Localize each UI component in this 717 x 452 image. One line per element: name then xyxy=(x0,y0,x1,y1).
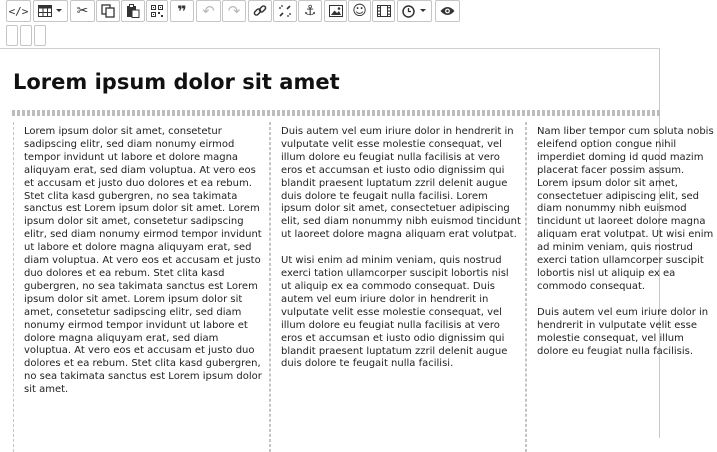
text-column-1 xyxy=(13,122,270,452)
copy-button[interactable] xyxy=(96,0,120,22)
anchor-icon: ⚓ xyxy=(303,3,317,19)
image-button[interactable] xyxy=(324,0,347,22)
emoticons-button[interactable] xyxy=(348,0,371,22)
paste-button[interactable] xyxy=(121,0,145,22)
toolbar-empty-button[interactable] xyxy=(6,25,18,46)
table-button[interactable] xyxy=(33,0,68,22)
paragraph: Lorem ipsum dolor sit amet, consetetur sadipscing elitr, sed diam nonumy eirmod tempor invidunt ut labore et dolore magna aliquyam erat, sed diam voluptua. At vero eos et accusam et justo duo dolores et ea rebum. Stet clita kasd gubergren, no sea takimata sanctus est Lorem ipsum dolor sit amet. Lorem ipsum dolor sit amet, consetetur sadipscing elitr, sed diam nonumy eirmod tempor invidunt ut labore et dolore magna aliquyam erat, sed diam voluptua. At vero eos et accusam et justo duo dolores et ea rebum. Stet clita kasd gubergren, no sea takimata sanctus est Lorem ipsum dolor sit amet. Lorem ipsum dolor sit amet, consetetur sadipscing elitr, sed diam nonumy eirmod tempor invidunt ut labore et dolore magna aliquyam erat, sed diam voluptua. At vero eos et accusam et justo duo dolores et ea rebum. Stet clita kasd gubergren, no sea takimata sanctus est Lorem ipsum dolor sit amet. xyxy=(24,126,262,396)
qrcode-icon xyxy=(151,5,163,17)
link-icon xyxy=(253,4,267,18)
unlink-button[interactable] xyxy=(273,0,297,22)
page-break xyxy=(12,110,660,116)
paragraph: Ut wisi enim ad minim veniam, quis nostrud exerci tation ullamcorper suscipit lobortis nisl ut aliquip ex ea commodo consequat. Duis autem vel eum iriure dolor in hendrerit in vulputate velit esse molestie consequat, vel illum dolore eu feugiat nulla facilisis at vero eros et accumsan et iusto odio dignissim qui blandit praesent luptatum zzril delenit augue duis dolore te feugait nulla facilisi. xyxy=(281,255,509,370)
text-column-2 xyxy=(270,122,526,452)
film-icon xyxy=(377,5,391,17)
editor-toolbar xyxy=(0,0,660,49)
redo-icon: ↷ xyxy=(227,2,241,20)
blockquote-button[interactable] xyxy=(170,0,194,22)
image-icon xyxy=(329,5,343,17)
editor-content-area[interactable] xyxy=(0,49,714,438)
cut-button[interactable] xyxy=(70,0,95,22)
paste-icon xyxy=(126,4,140,18)
chevron-down-icon xyxy=(55,8,63,14)
scissors-icon: ✂ xyxy=(76,3,89,19)
table-icon xyxy=(38,5,52,17)
source-code-button[interactable] xyxy=(6,0,31,22)
paragraph: Duis autem vel eum iriure dolor in hendrerit in vulputate velit esse molestie consequat, vel illum dolore eu feugiat nulla facilisis at vero eros et accumsan et iusto odio dignissim qui blandit praesent luptatum zzril delenit augue duis dolore te feugait nulla facilisi. Lorem ipsum dolor sit amet, consectetuer adipiscing elit, sed diam nonummy nibh euismod tincidunt ut laoreet dolore magna aliquam erat volutpat. xyxy=(281,126,521,241)
toolbar-empty-button[interactable] xyxy=(20,25,32,46)
redo-button[interactable] xyxy=(222,0,246,22)
unlink-icon xyxy=(278,4,292,18)
document-heading: Lorem ipsum dolor sit amet xyxy=(13,70,340,94)
media-button[interactable] xyxy=(372,0,395,22)
insert-time-button[interactable] xyxy=(397,0,432,22)
link-button[interactable] xyxy=(248,0,272,22)
code-icon: </> xyxy=(8,4,29,18)
undo-button[interactable] xyxy=(196,0,221,22)
qrcode-button[interactable] xyxy=(146,0,168,22)
eye-icon xyxy=(440,6,455,16)
undo-icon: ↶ xyxy=(202,2,215,20)
toolbar-empty-button[interactable] xyxy=(34,25,46,46)
quote-icon: ❞ xyxy=(177,1,187,21)
preview-button[interactable] xyxy=(435,0,460,22)
copy-icon xyxy=(101,4,115,18)
clock-icon xyxy=(402,5,415,18)
paragraph: Nam liber tempor cum soluta nobis eleifend option congue nihil imperdiet doming id quod mazim placerat facer possim assum. Lorem ipsum dolor sit amet, consectetuer adipiscing elit, sed diam nonummy nibh euismod tincidunt ut laoreet dolore magna aliquam erat volutpat. Ut wisi enim ad minim veniam, quis nostrud exerci tation ullamcorper suscipit lobortis nisl ut aliquip ex ea commodo consequat. xyxy=(537,126,714,292)
chevron-down-icon xyxy=(419,8,427,14)
smiley-icon: ☺ xyxy=(352,3,367,19)
text-column-3 xyxy=(526,122,714,452)
paragraph: Duis autem vel eum iriure dolor in hendrerit in vulputate velit esse molestie consequat, vel illum dolore eu feugiat nulla facilisis. xyxy=(537,306,709,357)
anchor-button[interactable] xyxy=(298,0,322,22)
